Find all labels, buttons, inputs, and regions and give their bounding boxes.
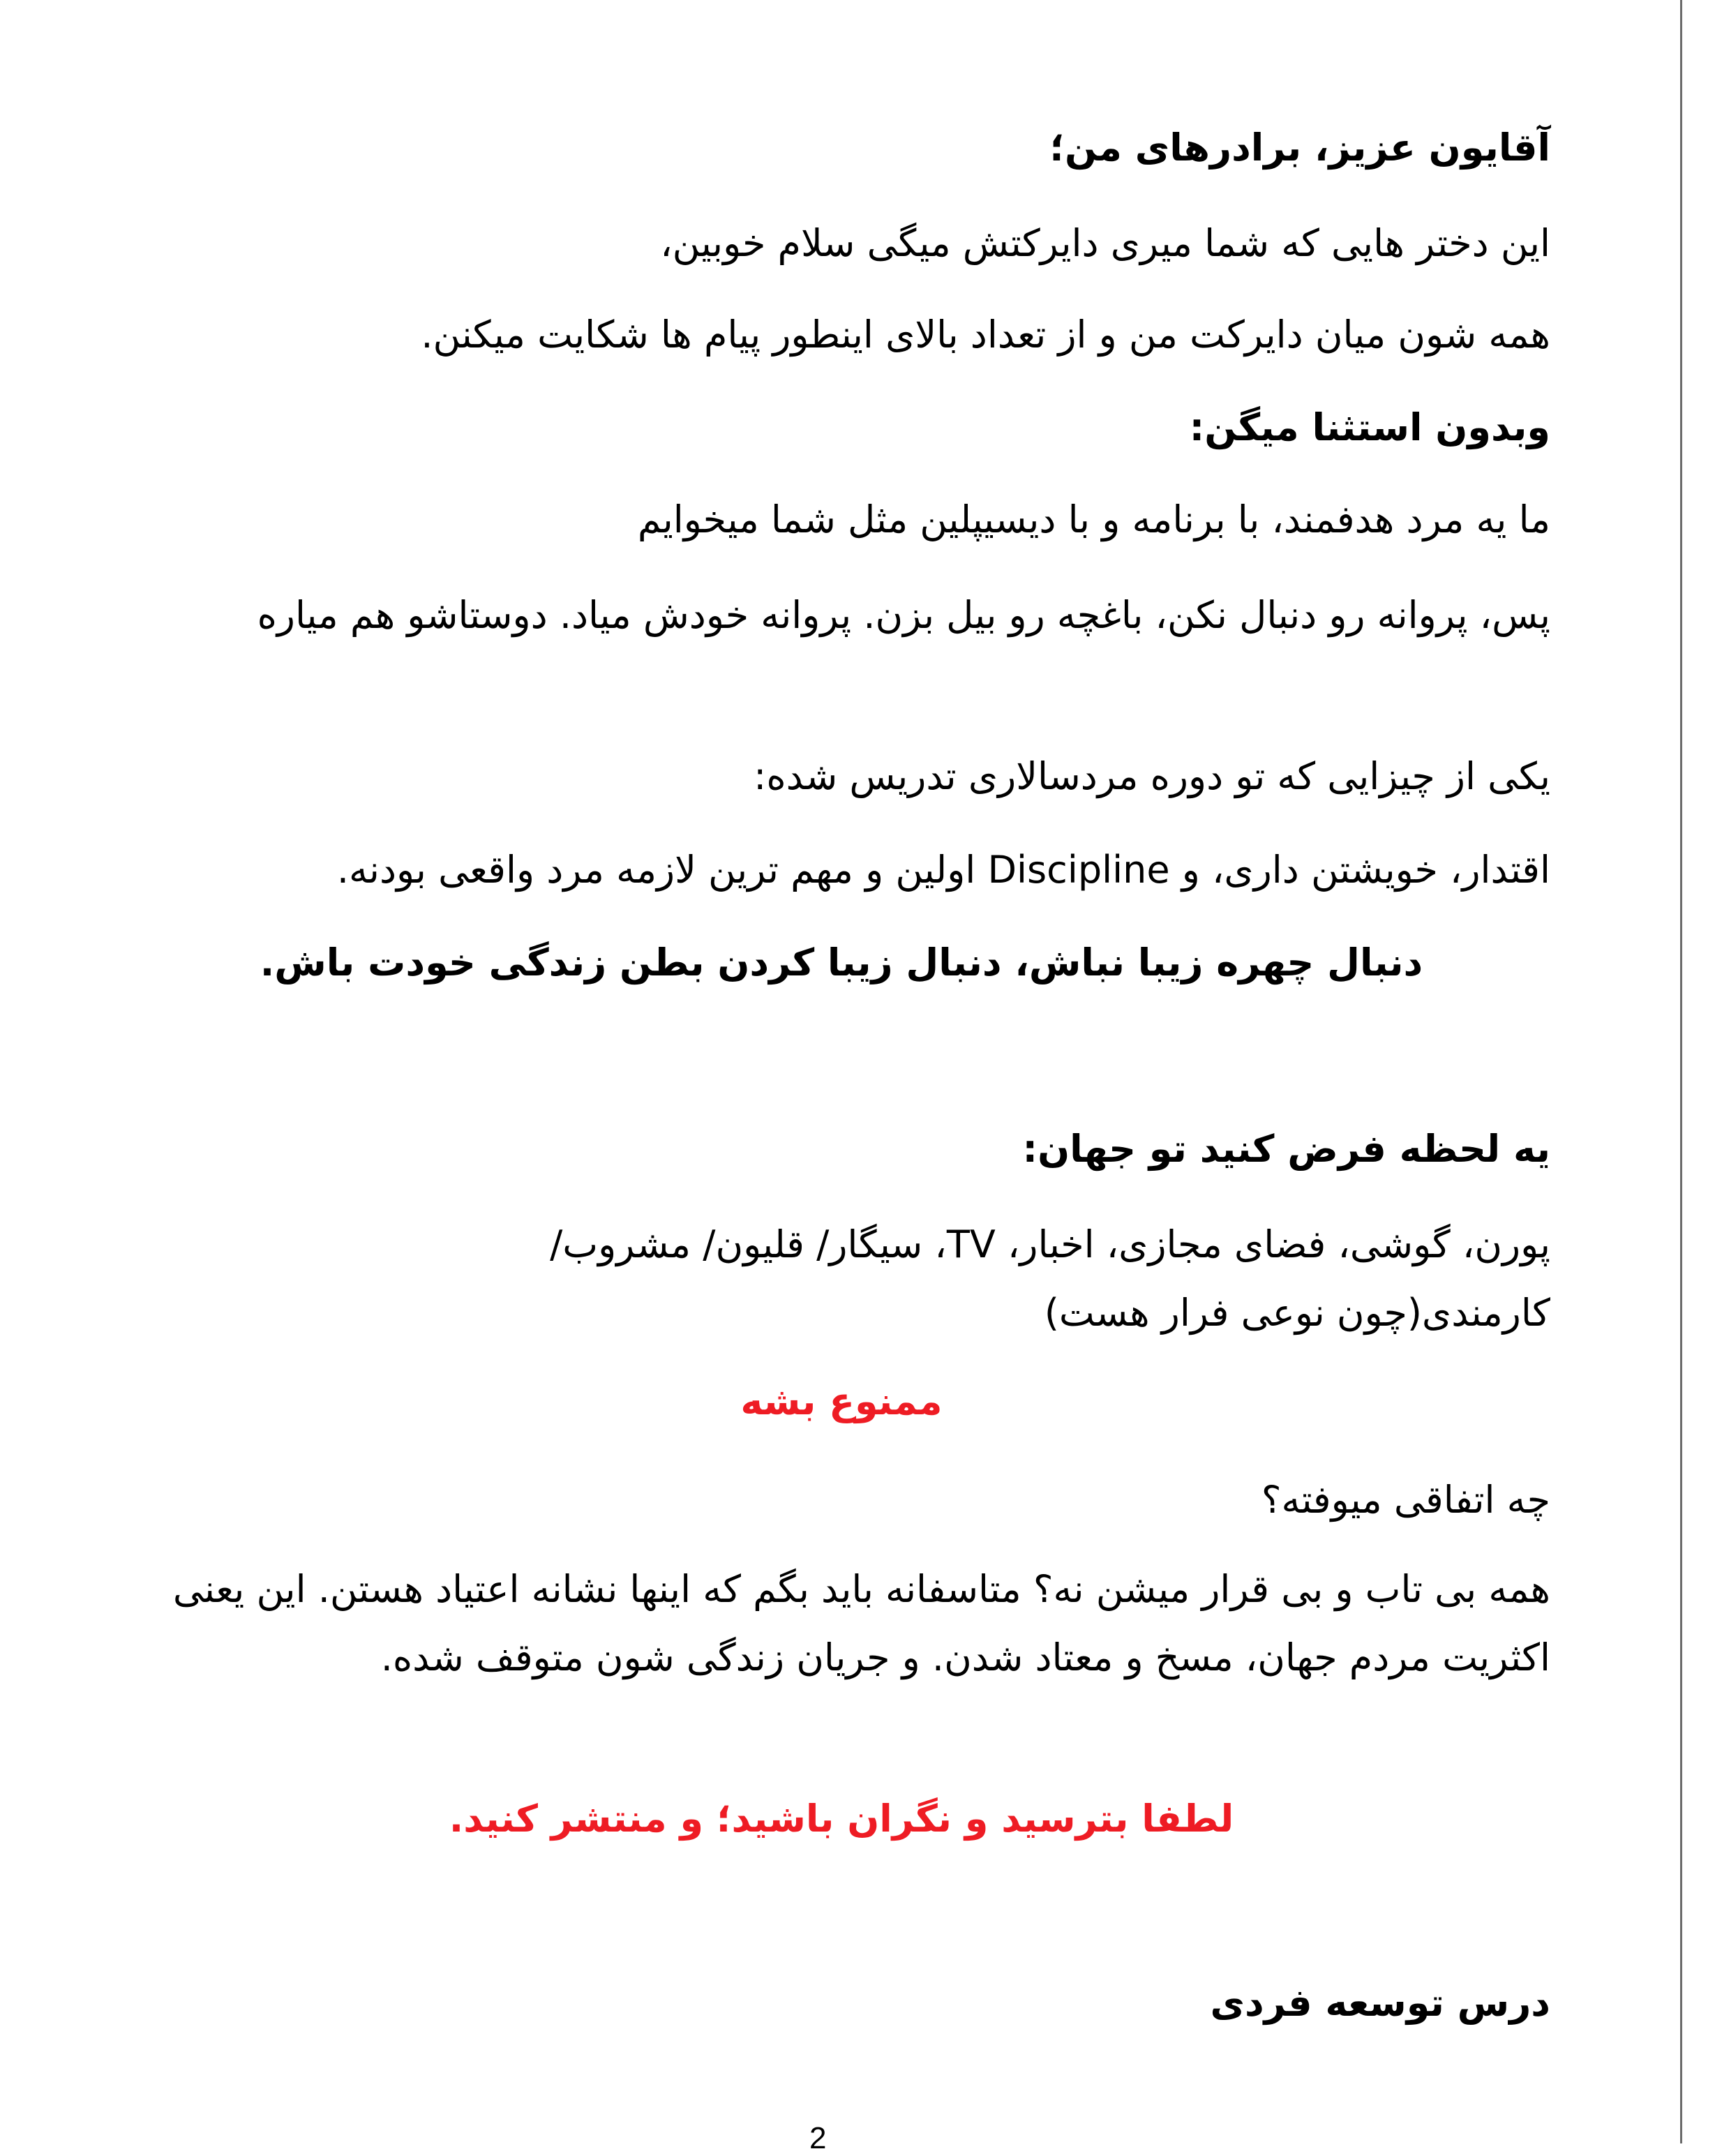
page-edge-divider [1680,0,1682,2143]
paragraph: این دختر هایی که شما میری دایرکتش میگی سلام خوبین، [660,221,1550,265]
paragraph: همه شون میان دایرکت من و از تعداد بالای اینطور پیام ها شکایت میکنن. [421,313,1550,357]
subheading: یه لحظه فرض کنید تو جهان: [1022,1127,1550,1171]
paragraph: ما یه مرد هدفمند، با برنامه و با دیسیپلین مثل شما میخوایم [637,497,1550,541]
signature-course-name: درس توسعه فردی [1210,1981,1550,2025]
centered-quote: دنبال چهره زیبا نباش، دنبال زیبا کردن بطن زندگی خودت باش. [260,941,1423,985]
paragraph: همه بی تاب و بی قرار میشن نه؟ متاسفانه باید بگم که اینها نشانه اعتیاد هستن. این یعنی اکثریت مردم جهان، مسخ و معتاد شدن. و جریان زندگی شون متوقف شده. [172,1567,1550,1679]
subheading: وبدون استثنا میگن: [1189,405,1550,449]
paragraph: یکی از چیزایی که تو دوره مردسالاری تدریس شده: [754,754,1550,798]
paragraph: اقتدار، خویشتن داری، و Discipline اولین و مهم ترین لازمه مرد واقعی بودنه. [336,848,1550,892]
paragraph: چه اتفاقی میوفته؟ [1261,1478,1550,1522]
red-call-to-action: لطفا بترسید و نگران باشید؛ و منتشر کنید. [449,1797,1234,1841]
page-number: 2 [809,2121,827,2155]
paragraph: پس، پروانه رو دنبال نکن، باغچه رو بیل بزن. پروانه خودش میاد. دوستاشو هم میاره [257,593,1550,637]
greeting-heading: آقایون عزیز، برادرهای من؛ [1049,126,1550,170]
paragraph: پورن، گوشی، فضای مجازی، اخبار، TV، سیگار/ قلیون/ مشروب/ کارمندی(چون نوعی فرار هست) [550,1222,1550,1335]
red-emphasis: ممنوع بشه [740,1379,943,1423]
